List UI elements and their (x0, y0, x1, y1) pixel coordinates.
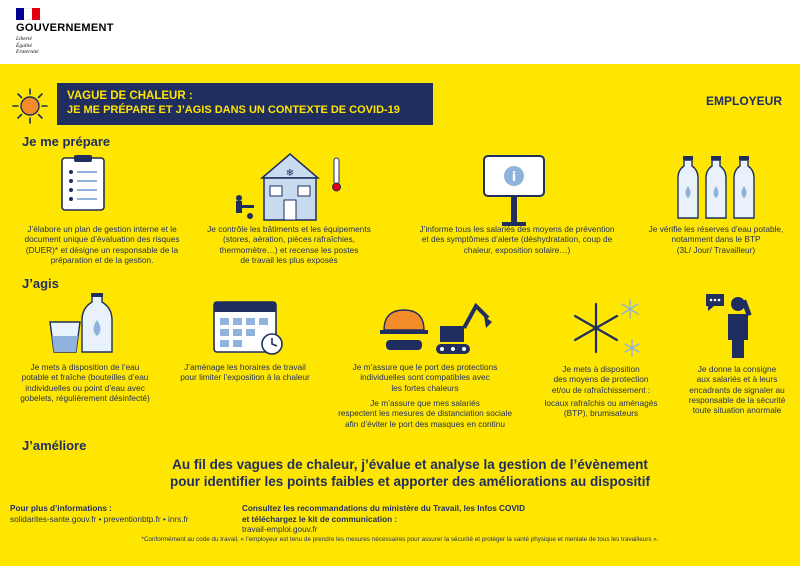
act-caption-3b: Je m’assure que mes salariés respectent les mesures de distanciation sociale afin d’éviter le port des masques en continu (338, 398, 512, 429)
snowflake-icon (572, 296, 646, 360)
clipboard-icon (60, 154, 106, 212)
act-caption-1: Je mets à disposition de l’eau potable et fraîche (bouteilles d’eau individuelles ou point d’eau avec gobelets, régulièrement désinfecté) (20, 362, 150, 403)
header-area (0, 0, 800, 64)
act-caption-5: Je donne la consigne aux salariés et à leurs encadrants de signaler au responsable de la sécurité toute situation anormale (688, 364, 786, 416)
motto-egalite: Égalité (16, 42, 32, 49)
flag-icon (16, 8, 40, 20)
footer-consult (242, 504, 582, 536)
footnote: *Conformément au code du travail, « l’employeur est tenu de prendre les mesures nécessaires pour assurer la sécurité et protéger la santé physique et mentale de tous les travailleurs ». (141, 536, 659, 543)
prepare-caption-3: J’informe tous les salariés des moyens de prévention et des symptômes d’alerte (déshydratation, coup de chaleur, exposition solaire…) (419, 224, 615, 255)
footer-consult-line-2: et téléchargez le kit de communication : (242, 514, 398, 524)
svg-text:i: i (511, 170, 517, 185)
footer-info (10, 504, 240, 525)
act-caption-4b: locaux rafraîchis ou aménagés (BTP), brumisateurs (544, 398, 658, 419)
footer-info-links[interactable]: solidarites-sante.gouv.fr • preventionbtp.fr • inrs.fr (10, 514, 189, 524)
act-caption-3a: Je m’assure que le port des protections individuelles sont compatibles avec les fortes chaleurs (352, 362, 498, 393)
footer-consult-line-1: Consultez les recommandations du ministère du Travail, les Infos COVID (242, 504, 525, 513)
svg-text:❄: ❄ (285, 168, 295, 179)
prepare-caption-2: Je contrôle les bâtiments et les équipements (stores, aération, pièces rafraîchies, thermomètre…) et recense les postes de travail les plus exposés (207, 224, 371, 265)
audience-label: EMPLOYEUR (705, 94, 782, 108)
person-speaking-icon (704, 290, 758, 360)
section-title-improve: J’améliore (22, 438, 87, 453)
government-motto (16, 36, 39, 56)
act-caption-4a: Je mets à disposition des moyens de protection et/ou de rafraîchissement : (551, 364, 651, 395)
water-bottles-icon (676, 150, 762, 222)
helmet-excavator-icon (380, 298, 494, 360)
footer-consult-link[interactable]: travail-emploi.gouv.fr (242, 525, 318, 534)
section-title-prepare: Je me prépare (22, 134, 111, 149)
improve-message: Au fil des vagues de chaleur, j’évalue et analyse la gestion de l’évènement pour identifier les points faibles et apporter des améliorations au dispositif (169, 457, 651, 489)
government-name: GOUVERNEMENT (16, 22, 114, 34)
motto-fraternite: Fraternité (16, 49, 39, 55)
government-logo (16, 8, 136, 60)
building-icon (230, 150, 350, 222)
title-banner (57, 83, 433, 125)
motto-liberte: Liberté (16, 36, 32, 42)
act-caption-2: J’aménage les horaires de travail pour limiter l’exposition à la chaleur (180, 362, 310, 383)
prepare-caption-4: Je vérifie les réserves d’eau potable, notamment dans le BTP (3L/ Jour/ Travailleur) (648, 224, 784, 255)
info-panel-icon (482, 154, 546, 228)
banner-line-1: VAGUE DE CHALEUR : (67, 90, 193, 102)
footer-info-label: Pour plus d’informations : (10, 504, 112, 513)
water-glass-icon (48, 292, 120, 354)
prepare-caption-1: J’élabore un plan de gestion interne et le document unique d’évaluation des risques (DUER)* et désigne un responsable de la préparation et de la gestion. (24, 224, 180, 265)
sun-icon (12, 88, 48, 124)
calendar-icon (212, 296, 286, 356)
section-title-act: J’agis (22, 276, 59, 291)
banner-line-2: JE ME PRÉPARE ET J’AGIS DANS UN CONTEXTE DE COVID-19 (67, 104, 400, 116)
